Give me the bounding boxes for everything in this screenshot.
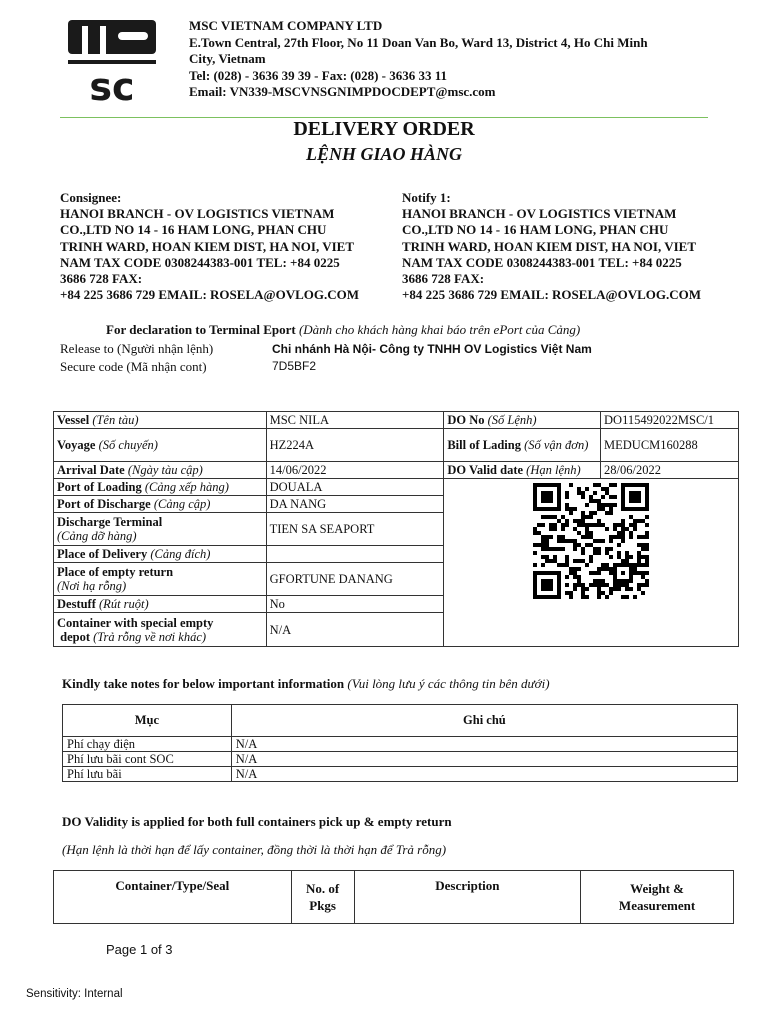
vessel-value: MSC NILA (266, 412, 444, 429)
bill-of-lading-value: MEDUCM160288 (601, 429, 739, 462)
empty-return-label: Place of empty return (Nơi hạ rỗng) (54, 563, 267, 596)
notes-note: N/A (231, 752, 737, 767)
do-no-label: DO No (Số Lệnh) (444, 412, 601, 429)
port-of-discharge-value: DA NANG (266, 496, 444, 513)
vessel-label: Vessel (Tên tàu) (54, 412, 267, 429)
container-col-description: Description (354, 871, 581, 924)
release-value: Chi nhánh Hà Nội- Công ty TNHH OV Logistics Việt Nam (272, 342, 592, 356)
declaration-heading-vn: (Dành cho khách hàng khai báo trên ePort của Cảng) (298, 322, 581, 337)
bill-of-lading-label: Bill of Lading (Số vận đơn) (444, 429, 601, 462)
company-phone: Tel: (028) - 3636 39 39 - Fax: (028) - 3636 33 11 (189, 67, 448, 83)
notify-line: +84 225 3686 729 EMAIL: ROSELA@OVLOG.COM (402, 287, 702, 303)
notify-block (402, 190, 742, 303)
consignee-line: TRINH WARD, HOAN KIEM DIST, HA NOI, VIET (60, 238, 354, 254)
do-valid-date-value: 28/06/2022 (601, 462, 739, 479)
notes-col-item: Mục (63, 705, 232, 737)
sensitivity-label: Sensitivity: Internal (26, 988, 123, 1000)
release-label: Release to (Người nhận lệnh) (60, 341, 214, 356)
discharge-terminal-label: Discharge Terminal (Cảng dỡ hàng) (54, 513, 267, 546)
notes-col-note: Ghi chú (231, 705, 737, 737)
arrival-date-value: 14/06/2022 (266, 462, 444, 479)
table-row (63, 767, 738, 782)
consignee-line: HANOI BRANCH - OV LOGISTICS VIETNAM (60, 206, 335, 222)
container-col-type-seal: Container/Type/Seal (54, 871, 292, 924)
notes-heading (62, 676, 550, 692)
voyage-value: HZ224A (266, 429, 444, 462)
container-table (53, 870, 734, 924)
notes-table (62, 704, 738, 782)
place-of-delivery-label: Place of Delivery (Cảng đích) (54, 546, 267, 563)
svg-text:sc: sc (89, 65, 135, 104)
do-no-value: DO115492022MSC/1 (601, 412, 739, 429)
consignee-block (60, 190, 400, 303)
msc-logo (66, 18, 158, 104)
consignee-line: NAM TAX CODE 0308244383-001 TEL: +84 0225 (60, 254, 340, 270)
consignee-line: CO.,LTD NO 14 - 16 HAM LONG, PHAN CHU (60, 222, 327, 238)
company-email: Email: VN339-MSCVNSGNIMPDOCDEPT@msc.com (189, 84, 496, 99)
port-of-discharge-label: Port of Discharge (Cảng cập) (54, 496, 267, 513)
consignee-line: +84 225 3686 729 EMAIL: ROSELA@OVLOG.COM (60, 287, 360, 303)
notes-item: Phí lưu bãi (63, 767, 232, 782)
notify-line: TRINH WARD, HOAN KIEM DIST, HA NOI, VIET (402, 238, 696, 254)
document-subtitle: LỆNH GIAO HÀNG (305, 144, 462, 164)
declaration-heading (106, 322, 580, 338)
arrival-date-label: Arrival Date (Ngày tàu cập) (54, 462, 267, 479)
shipment-table (53, 411, 739, 647)
destuff-value: No (266, 596, 444, 613)
container-col-weight: Weight & Measurement (581, 871, 734, 924)
secure-code-value: 7D5BF2 (272, 359, 317, 373)
voyage-label: Voyage (Số chuyến) (54, 429, 267, 462)
notes-heading-vn: (Vui lòng lưu ý các thông tin bên dưới) (347, 676, 550, 691)
place-of-delivery-value (266, 546, 444, 563)
consignee-label: Consignee: (60, 190, 122, 205)
destuff-label: Destuff (Rút ruột) (54, 596, 267, 613)
empty-return-value: GFORTUNE DANANG (266, 563, 444, 596)
company-address-2: City, Vietnam (189, 51, 266, 66)
company-header (189, 18, 709, 101)
consignee-line: 3686 728 FAX: (60, 271, 143, 287)
notify-label: Notify 1: (402, 190, 451, 205)
notes-heading-en: Kindly take notes for below important information (62, 676, 345, 691)
discharge-terminal-value: TIEN SA SEAPORT (266, 513, 444, 546)
notes-item: Phí lưu bãi cont SOC (63, 752, 232, 767)
notify-line: HANOI BRANCH - OV LOGISTICS VIETNAM (402, 206, 677, 222)
notify-line: CO.,LTD NO 14 - 16 HAM LONG, PHAN CHU (402, 222, 669, 238)
company-name: MSC VIETNAM COMPANY LTD (189, 18, 383, 33)
notes-item: Phí chạy điện (63, 737, 232, 752)
msc-logo-graphic (66, 18, 158, 104)
declaration-heading-en: For declaration to Terminal Eport (106, 322, 296, 337)
notify-line: 3686 728 FAX: (402, 271, 485, 287)
notify-line: NAM TAX CODE 0308244383-001 TEL: +84 0225 (402, 254, 682, 270)
port-of-loading-value: DOUALA (266, 479, 444, 496)
special-depot-value: N/A (266, 613, 444, 647)
company-address: E.Town Central, 27th Floor, No 11 Doan Van Bo, Ward 13, District 4, Ho Chi Minh (189, 34, 648, 50)
do-valid-date-label: DO Valid date (Hạn lệnh) (444, 462, 601, 479)
notes-note: N/A (231, 737, 737, 752)
validity-note: DO Validity is applied for both full containers pick up & empty return (62, 814, 452, 829)
document-title: DELIVERY ORDER (293, 118, 475, 140)
validity-note-vn: (Hạn lệnh là thời hạn để lấy container, đồng thời là thời hạn để Trả rỗng) (62, 842, 447, 857)
special-depot-label: Container with special empty depot (Trả rỗng về nơi khác) (54, 613, 267, 647)
table-row (63, 737, 738, 752)
notes-note: N/A (231, 767, 737, 782)
page-number: Page 1 of 3 (106, 942, 173, 957)
qr-code-icon (533, 483, 649, 599)
qr-code-cell (444, 479, 739, 647)
container-col-pkgs: No. of Pkgs (291, 871, 354, 924)
table-row (63, 752, 738, 767)
port-of-loading-label: Port of Loading (Cảng xếp hàng) (54, 479, 267, 496)
secure-code-label: Secure code (Mã nhận cont) (60, 359, 207, 374)
